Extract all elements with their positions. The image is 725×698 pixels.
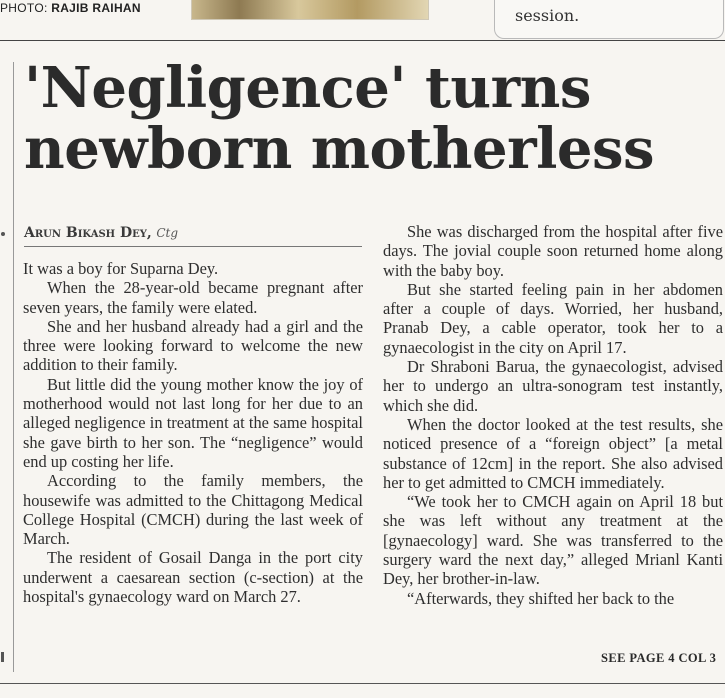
- photo-credit-label: PHOTO:: [0, 1, 48, 15]
- margin-mark: [1, 652, 4, 662]
- sidebar-box: [494, 0, 724, 39]
- headline: [24, 55, 724, 182]
- byline-author: Arun Bikash Dey,: [24, 225, 152, 241]
- paragraph: She and her husband already had a girl and the three were looking forward to welcome the new addition to their family.: [23, 316, 363, 375]
- article-column-2: [383, 222, 723, 608]
- paragraph: But little did the young mother know the joy of motherhood would not last long for her due to an alleged negligence in treatment at the same hospital she gave birth to her son. The “negligence” would end up costing her life.: [23, 374, 363, 471]
- paragraph: “Afterwards, they shifted her back to the: [407, 588, 675, 608]
- sidebar-text: session.: [515, 6, 580, 25]
- headline-line-1: 'Negligence' turns: [24, 55, 591, 121]
- byline-divider: [24, 246, 362, 247]
- byline-location: Ctg: [156, 226, 179, 240]
- left-column-rule: [13, 62, 14, 672]
- photo-credit-name: RAJIB RAIHAN: [51, 1, 141, 15]
- paragraph: When the 28-year-old became pregnant after seven years, the family were elated.: [23, 278, 363, 317]
- continuation-jump: SEE PAGE 4 COL 3: [601, 651, 717, 665]
- paragraph: It was a boy for Suparna Dey.: [23, 259, 219, 278]
- paragraph: But she started feeling pain in her abdomen after a couple of days. Worried, her husband, Pranab Dey, a cable operator, took her to a gynaecologist in the city on April 17.: [383, 279, 723, 357]
- paragraph: “We took her to CMCH again on April 18 but she was left without any treatment at the [gynaecology] ward. She was transferred to the surgery ward the next day,” alleged Mrianl Kanti Dey, her brother-in-law.: [383, 492, 723, 589]
- paragraph: According to the family members, the housewife was admitted to the Chittagong Medical College Hospital (CMCH) during the last week of March.: [23, 471, 363, 549]
- paragraph: The resident of Gosail Danga in the port city underwent a caesarean section (c-section) at the hospital's gynaecology ward on March 27.: [23, 548, 363, 607]
- article-column-1: [23, 259, 363, 606]
- photo-image-edge: [191, 0, 429, 20]
- top-divider: [0, 40, 725, 41]
- paragraph: She was discharged from the hospital after five days. The jovial couple soon returned home along with the baby boy.: [383, 222, 723, 280]
- photo-credit: [0, 1, 141, 15]
- bottom-divider: [0, 683, 725, 684]
- headline-line-2: newborn motherless: [24, 116, 655, 182]
- byline: [24, 225, 364, 241]
- paragraph: Dr Shraboni Barua, the gynaecologist, advised her to undergo an ultra-sonogram test instantly, which she did.: [383, 357, 723, 415]
- top-bar: [0, 0, 725, 40]
- paragraph: When the doctor looked at the test results, she noticed presence of a “foreign object” [a metal substance of 12cm] in the report. She also advised her to get admitted to CMCH immediately.: [383, 414, 723, 492]
- margin-mark: [1, 232, 5, 236]
